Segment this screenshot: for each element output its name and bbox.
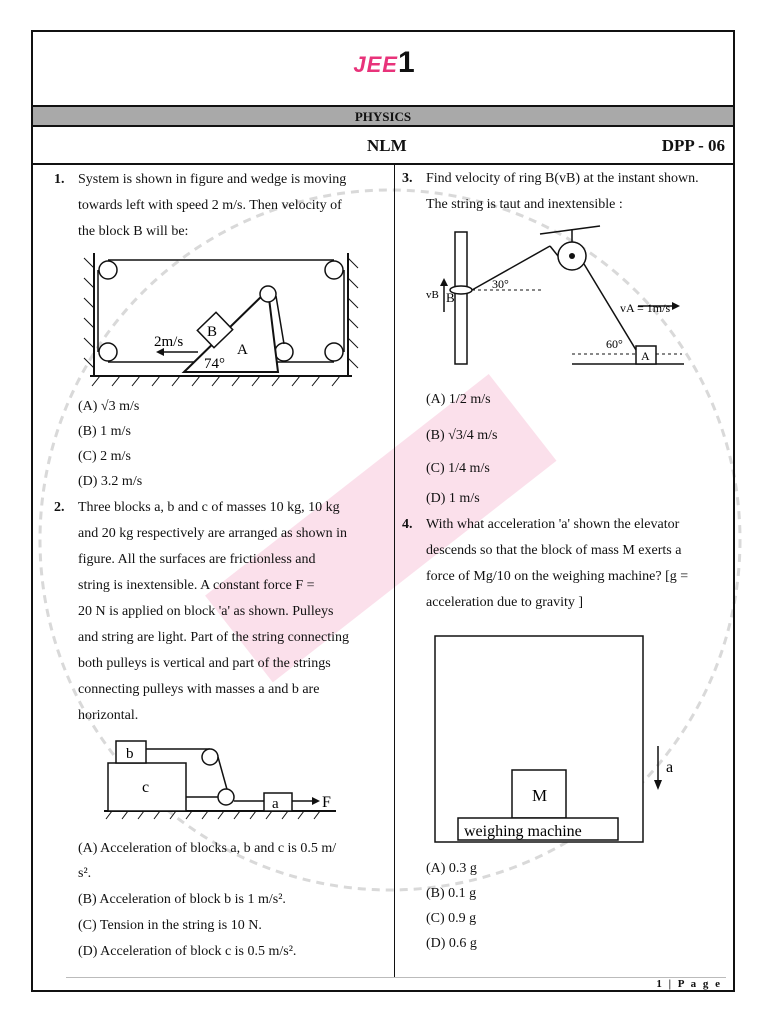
subject-bar: PHYSICS — [33, 105, 733, 127]
footer-rule — [66, 977, 726, 978]
svg-text:A: A — [237, 342, 248, 358]
svg-text:vA = 1m/s: vA = 1m/s — [620, 301, 671, 315]
q2-option-c: (C) Tension in the string is 10 N. — [78, 918, 262, 933]
question-4: 4. With what acceleration 'a' shown the elevator descends so that the block of mass M exerts a force of Mg/10 on the weighing machine? [g = acceleration due to gravity ] — [402, 517, 689, 610]
svg-text:M: M — [532, 786, 548, 805]
svg-text:weighing machine: weighing machine — [464, 823, 582, 840]
sheet-number: DPP - 06 — [661, 136, 725, 155]
figure-three-blocks — [104, 735, 354, 825]
q3-option-c: (C) 1/4 m/s — [426, 461, 490, 476]
page-number: 1 | P a g e — [656, 978, 722, 990]
q4-option-c: (C) 0.9 g — [426, 911, 477, 926]
q1-option-d: (D) 3.2 m/s — [78, 474, 143, 489]
q2-option-a-line2: s². — [78, 866, 92, 881]
question-1: 1. System is shown in figure and wedge is moving towards left with speed 2 m/s. Then velocity of the block B will be: — [54, 172, 347, 239]
column-divider — [394, 165, 395, 977]
q1-option-a: (A) √3 m/s — [78, 399, 140, 414]
q4-option-b: (B) 0.1 g — [426, 886, 477, 901]
svg-text:c: c — [142, 779, 150, 796]
svg-text:74°: 74° — [204, 356, 225, 372]
question-2: 2. Three blocks a, b and c of masses 10 kg, 10 kg and 20 kg respectively are arranged as shown in figure. All the surfaces are frictionless and string is inextensible. A constant force F = 20 N is applied on block 'a' as shown. Pulleys and string are light. Part of the string connecting both pulleys is vertical and part of the strings connecting pulleys with masses a and b are horizontal. — [54, 500, 349, 723]
q3-option-d: (D) 1 m/s — [426, 491, 480, 506]
svg-text:B: B — [207, 324, 218, 340]
svg-text:b: b — [126, 746, 134, 762]
chapter-title: NLM — [367, 136, 407, 155]
figure-ring-pulley — [422, 222, 692, 372]
svg-text:60°: 60° — [606, 337, 623, 351]
q4-option-d: (D) 0.6 g — [426, 936, 477, 951]
figure-elevator — [432, 634, 692, 846]
svg-text:F: F — [322, 794, 331, 811]
jee1-logo: JEE1 — [353, 46, 415, 79]
q1-option-c: (C) 2 m/s — [78, 449, 131, 464]
title-row — [33, 127, 733, 165]
q3-option-b: (B) √3/4 m/s — [426, 428, 498, 443]
svg-text:B: B — [446, 290, 455, 305]
q2-option-b: (B) Acceleration of block b is 1 m/s². — [78, 892, 286, 907]
q3-option-a: (A) 1/2 m/s — [426, 392, 491, 407]
svg-text:a: a — [272, 796, 279, 812]
q2-option-d: (D) Acceleration of block c is 0.5 m/s². — [78, 944, 297, 959]
svg-text:vB: vB — [426, 289, 439, 301]
svg-text:30°: 30° — [492, 277, 509, 291]
q2-option-a-line1: (A) Acceleration of blocks a, b and c is 0.5 m/ — [78, 841, 337, 856]
svg-text:a: a — [666, 759, 674, 776]
q1-option-b: (B) 1 m/s — [78, 424, 131, 439]
figure-wedge-pulley — [80, 248, 370, 388]
svg-text:2m/s: 2m/s — [154, 334, 184, 350]
question-3: 3. Find velocity of ring B(vB) at the instant shown. The string is taut and inextensible : — [402, 171, 699, 212]
svg-text:A: A — [641, 349, 650, 363]
q4-option-a: (A) 0.3 g — [426, 861, 477, 876]
